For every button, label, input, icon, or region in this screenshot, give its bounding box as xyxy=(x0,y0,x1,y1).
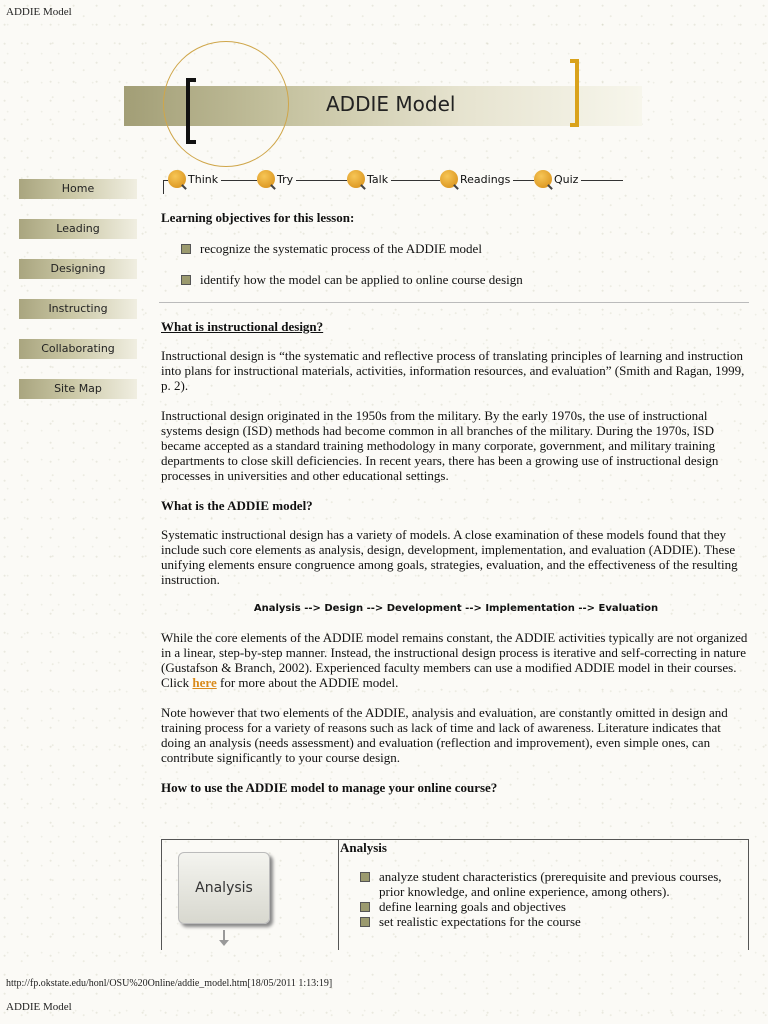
banner-bracket-right xyxy=(570,59,579,127)
top-nav xyxy=(163,170,623,196)
tab-quiz-label: Quiz xyxy=(554,172,579,186)
analysis-heading: Analysis xyxy=(340,840,387,855)
paragraph xyxy=(161,630,751,690)
objective-text: identify how the model can be applied to online course design xyxy=(200,272,523,287)
page-header: ADDIE Model xyxy=(6,6,72,18)
bullet-icon xyxy=(181,275,191,285)
sidenav-collaborating[interactable]: Collaborating xyxy=(19,339,137,359)
sidenav-site-map[interactable]: Site Map xyxy=(19,379,137,399)
analysis-item xyxy=(360,914,745,929)
addie-flow: Analysis --> Design --> Development --> Implementation --> Evaluation xyxy=(253,603,659,614)
section-heading-instructional-design: What is instructional design? xyxy=(161,319,324,334)
main-content xyxy=(161,210,751,795)
magnifier-icon xyxy=(257,170,275,188)
sidenav-instructing[interactable]: Instructing xyxy=(19,299,137,319)
tab-talk-label: Talk xyxy=(367,172,389,186)
section-heading-manage-course: How to use the ADDIE model to manage your online course? xyxy=(161,780,498,795)
bullet-icon xyxy=(181,244,191,254)
objectives-heading: Learning objectives for this lesson: xyxy=(161,210,355,225)
paragraph-text: While the core elements of the ADDIE model remains constant, the ADDIE activities typically are not organized in a linear, step-by-step manner. Instead, the instructional design process is iterative and self-correcting in nature (Gustafson & Branch, 2002). Experienced faculty members can use a modified ADDIE model in their courses. Click xyxy=(161,630,748,690)
paragraph: Instructional design originated in the 1950s from the military. By the early 1970s, the use of instructional systems design (ISD) methods had become common in all branches of the military. During the 1970s, ISD became accepted as a standard training methodology in many corporate, government, and military training departments to close skill deficiencies. In recent years, there has been a growing use of instructional design processes in universities and other educational settings. xyxy=(161,408,719,483)
page-header-bottom: ADDIE Model xyxy=(6,1001,72,1013)
paragraph: Instructional design is “the systematic and reflective process of translating principles of learning and instruction into plans for instructional materials, activities, information resources, and evaluation” (Smith and Ragan, 1999, p. 2). xyxy=(161,348,745,393)
tab-try[interactable] xyxy=(257,170,296,188)
analysis-details-cell xyxy=(340,840,745,929)
sidenav-home[interactable]: Home xyxy=(19,179,137,199)
tab-readings-label: Readings xyxy=(460,172,511,186)
analysis-item-text: define learning goals and objectives xyxy=(379,899,566,914)
magnifier-icon xyxy=(440,170,458,188)
paragraph: Systematic instructional design has a variety of models. A close examination of these models found that they include such core elements as analysis, design, development, implementation, and evaluation (ADDIE). These unifying elements ensure congruence among goals, strategies, evaluation, and the effectiveness of the resulting instruction. xyxy=(161,527,738,587)
analysis-item xyxy=(360,869,745,899)
top-nav-tick xyxy=(163,180,164,194)
here-link[interactable]: here xyxy=(192,675,217,690)
paragraph: Note however that two elements of the ADDIE, analysis and evaluation, are constantly omitted in design and training process for a variety of reasons such as lack of time and lack of awareness. Literature indicates that xyxy=(161,705,728,735)
objective-item xyxy=(181,272,751,287)
tab-think-label: Think xyxy=(188,172,219,186)
tab-readings[interactable] xyxy=(440,170,513,188)
banner-title: ADDIE Model xyxy=(326,92,456,116)
magnifier-icon xyxy=(347,170,365,188)
magnifier-icon xyxy=(168,170,186,188)
bullet-icon xyxy=(360,902,370,912)
bullet-icon xyxy=(360,917,370,927)
analysis-item-text: analyze student characteristics (prerequisite and previous courses, prior knowledge, and online experience, among others). xyxy=(379,869,722,899)
tab-quiz[interactable] xyxy=(534,170,581,188)
analysis-table xyxy=(161,839,749,950)
sidenav-leading[interactable]: Leading xyxy=(19,219,137,239)
down-arrow-icon xyxy=(223,930,225,942)
analysis-diagram-cell xyxy=(162,840,339,950)
bullet-icon xyxy=(360,872,370,882)
banner-circle xyxy=(163,41,289,167)
analysis-item xyxy=(360,899,745,914)
banner-bracket-left xyxy=(186,78,196,144)
objective-item xyxy=(181,241,751,256)
section-heading-addie-model: What is the ADDIE model? xyxy=(161,498,313,513)
objective-text: recognize the systematic process of the ADDIE model xyxy=(200,241,482,256)
sidenav-designing[interactable]: Designing xyxy=(19,259,137,279)
tab-think[interactable] xyxy=(168,170,221,188)
analysis-box[interactable]: Analysis xyxy=(178,852,270,924)
analysis-item-text: set realistic expectations for the course xyxy=(379,914,581,929)
paragraph-text: for more about the ADDIE model. xyxy=(216,675,399,690)
footer-url: http://fp.okstate.edu/honl/OSU%20Online/addie_model.htm[18/05/2011 1:13:19] xyxy=(6,978,333,989)
tab-talk[interactable] xyxy=(347,170,391,188)
paragraph: doing an analysis (needs assessment) and evaluation (reflection and improvement), even simple ones, can contribute significantly to your course design. xyxy=(161,735,711,765)
magnifier-icon xyxy=(534,170,552,188)
tab-try-label: Try xyxy=(277,172,294,186)
